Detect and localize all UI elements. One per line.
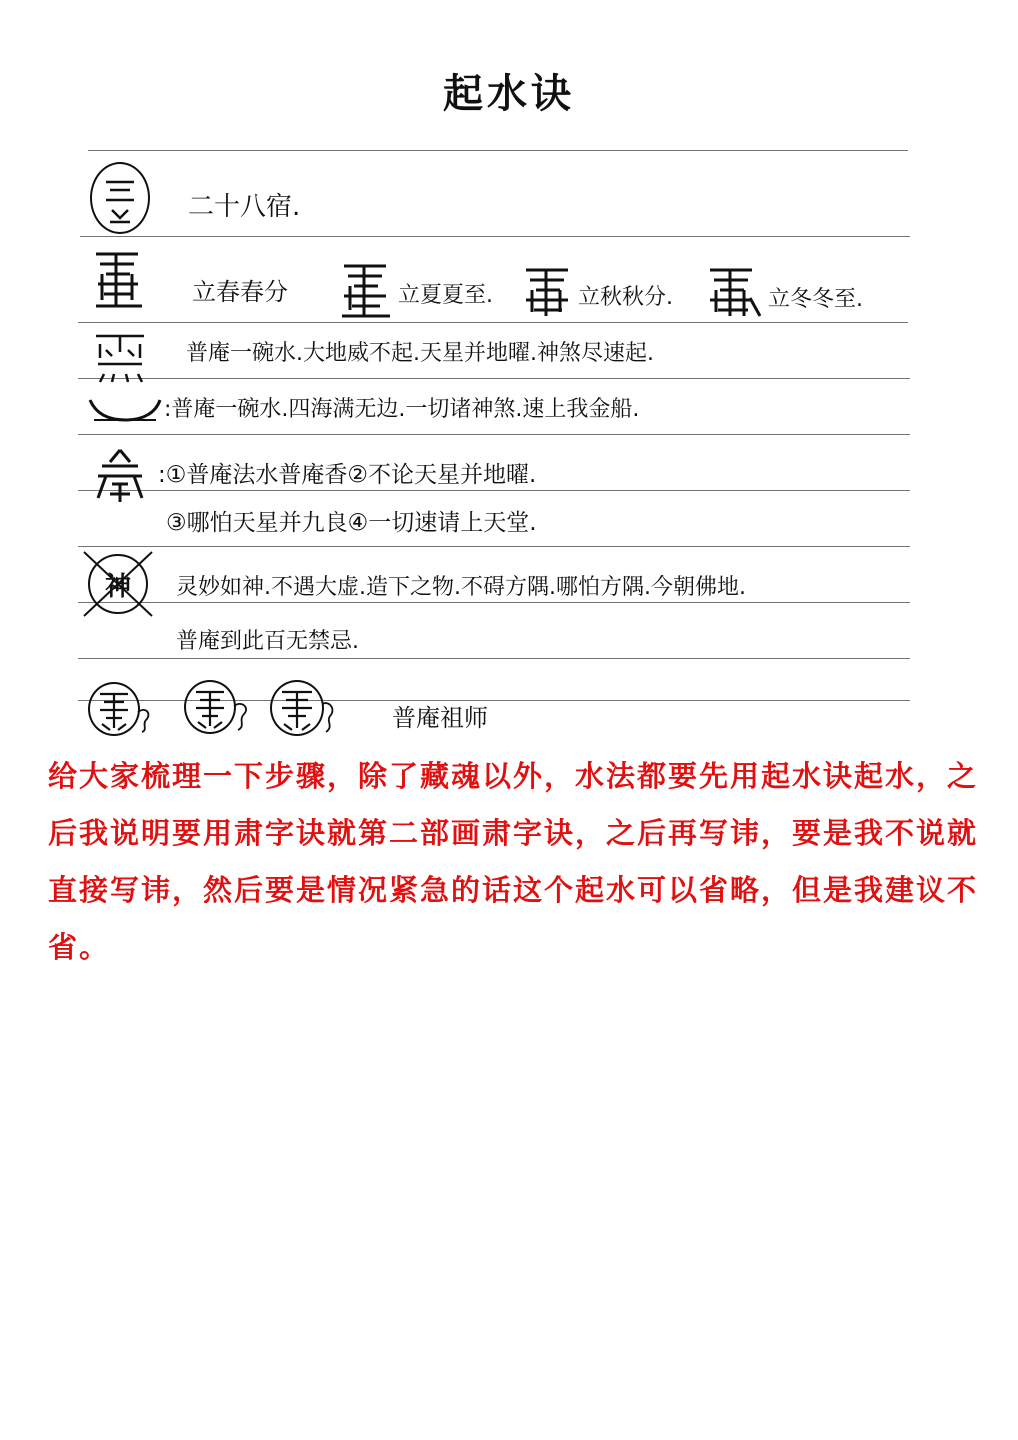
ruled-line	[78, 602, 910, 603]
ruled-line	[80, 236, 910, 237]
talisman-stroke-icon	[92, 164, 148, 232]
signature: 普庵祖师	[392, 704, 488, 732]
handwritten-line: 立春春分	[192, 278, 288, 306]
ruled-line	[78, 546, 910, 547]
handwritten-line: 立秋秋分.	[578, 285, 673, 310]
handwritten-line: :普庵一碗水.四海满无边.一切诸神煞.速上我金船.	[164, 397, 640, 422]
handwritten-line: 灵妙如神.不遇大虚.造下之物.不碍方隅.哪怕方隅.今朝佛地.	[176, 575, 746, 600]
talisman-seal-icon	[336, 258, 394, 320]
talisman-seal-icon	[88, 244, 148, 312]
talisman-stroke-icon	[520, 262, 574, 320]
talisman-seal-icon	[88, 682, 140, 736]
talisman-stroke-icon	[90, 446, 150, 506]
handwritten-line: 立夏夏至.	[398, 283, 493, 308]
red-instruction-note: 给大家梳理一下步骤，除了藏魂以外，水法都要先用起水诀起水，之后我说明要用肃字诀就第二部画肃字诀，之后再写讳，要是我不说就直接写讳，然后要是情况紧急的话这个起水可以省略，但是我建议不省。	[48, 759, 979, 964]
talisman-seal-icon	[704, 262, 762, 320]
talisman-stroke-icon	[88, 244, 148, 312]
bowl-curve-icon	[86, 392, 164, 426]
handwritten-line: 普庵一碗水.大地威不起.天星并地曜.神煞尽速起.	[186, 341, 654, 366]
talisman-seal-icon	[90, 162, 150, 234]
talisman-stroke-icon	[336, 258, 394, 320]
ruled-line	[78, 490, 910, 491]
cross-stroke-icon	[90, 556, 146, 612]
handwritten-line: 普庵到此百无禁忌.	[176, 629, 359, 654]
talisman-stroke-icon	[704, 262, 762, 320]
talisman-seal-icon	[270, 680, 324, 736]
ruled-line	[78, 434, 910, 435]
ruled-line	[78, 322, 908, 323]
page-title: 起水诀	[443, 70, 575, 117]
crossed-circle-seal-icon	[88, 554, 148, 614]
handwritten-line: 二十八宿.	[188, 192, 301, 222]
talisman-seal-icon	[90, 446, 150, 506]
talisman-seal-icon	[90, 330, 152, 384]
talisman-seal-icon	[184, 680, 236, 734]
ruled-line	[88, 150, 908, 151]
ruled-line	[78, 658, 910, 659]
seal-glyph: 神	[104, 571, 131, 602]
bowl-stroke-icon	[86, 392, 164, 426]
handwritten-line: :①普庵法水普庵香②不论天星并地曜.	[158, 462, 537, 488]
talisman-stroke-icon	[186, 682, 234, 732]
talisman-stroke-icon	[90, 684, 138, 734]
handwritten-line: 立冬冬至.	[768, 287, 863, 312]
talisman-seal-icon	[520, 262, 574, 320]
talisman-stroke-icon	[272, 682, 322, 734]
ruled-line	[78, 378, 910, 379]
talisman-stroke-icon	[90, 330, 152, 384]
handwritten-line: ③哪怕天星并九良④一切速请上天堂.	[166, 510, 537, 536]
